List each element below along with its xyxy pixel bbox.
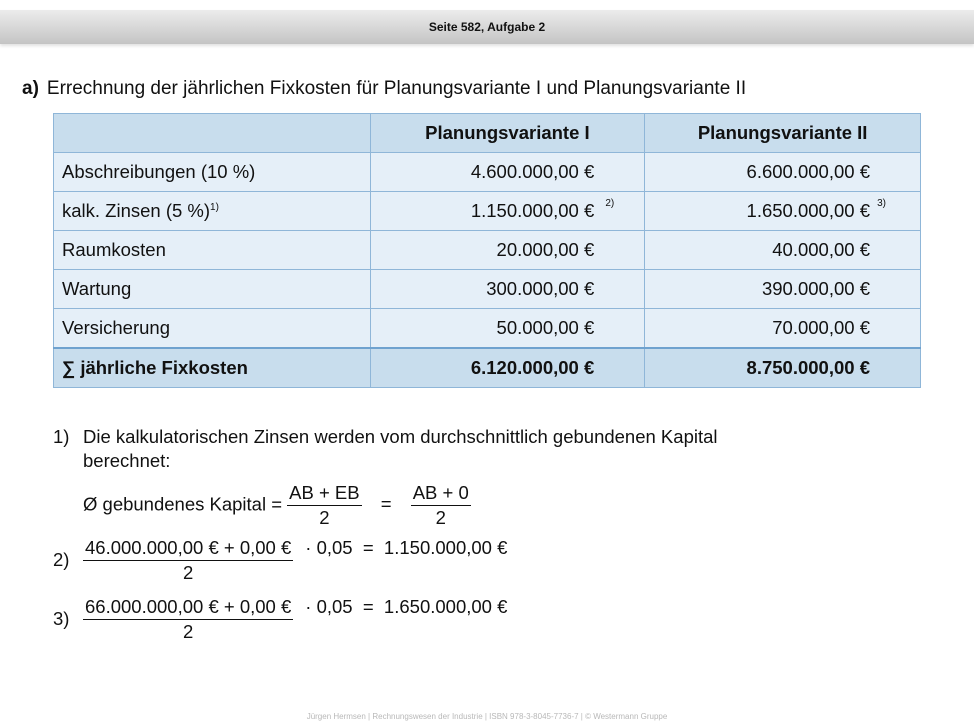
value-variant-2 [645, 153, 921, 192]
numerator: AB + 0 [411, 481, 471, 506]
row-label [54, 309, 371, 349]
fraction [411, 481, 471, 530]
value-variant-2 [645, 309, 921, 349]
table-row [54, 153, 921, 192]
value-text: 6.600.000,00 € [746, 161, 870, 182]
footnotes [53, 425, 718, 644]
formula-lhs: Ø gebundenes Kapital = [83, 493, 283, 515]
value-variant-1 [370, 309, 645, 349]
value-variant-1 [370, 192, 645, 231]
capital-formula [83, 481, 718, 530]
value-text: 50.000,00 € [496, 317, 595, 338]
numerator: AB + EB [287, 481, 361, 506]
fraction [287, 481, 361, 530]
footer: Jürgen Hermsen | Rechnungswesen der Industrie | ISBN 978-3-8045-7736-7 | © Westermann Gruppe [306, 712, 668, 721]
row-label-text: Wartung [62, 278, 132, 299]
value-text: 1.650.000,00 € [746, 200, 870, 221]
row-label [54, 192, 371, 231]
equals: = [380, 493, 392, 515]
total-label: ∑ jährliche Fixkosten [54, 348, 371, 388]
fraction [83, 536, 293, 585]
calculation-result: · 0,05 = 1.650.000,00 € [305, 596, 508, 617]
task-heading [22, 78, 746, 100]
column-header: Planungsvariante II [645, 114, 921, 153]
footnote-2 [53, 536, 718, 585]
value-text: 4.600.000,00 € [470, 161, 595, 182]
total-value-2: 8.750.000,00 € [645, 348, 921, 388]
value-variant-1 [370, 153, 645, 192]
task-label: a) [22, 78, 39, 99]
denominator: 2 [182, 621, 194, 642]
column-header [54, 114, 371, 153]
value-text: 1.150.000,00 € [470, 200, 595, 221]
denominator: 2 [182, 562, 194, 583]
fixed-costs-table [53, 113, 921, 388]
column-header: Planungsvariante I [370, 114, 645, 153]
task-text: Errechnung der jährlichen Fixkosten für Planungsvariante I und Planungsvariante II [46, 78, 747, 99]
table-row [54, 309, 921, 349]
table-row [54, 192, 921, 231]
footnote-text: Die kalkulatorischen Zinsen werden vom durchschnittlich gebundenen Kapital [83, 426, 718, 447]
value-variant-2 [645, 270, 921, 309]
row-label [54, 153, 371, 192]
row-label [54, 231, 371, 270]
value-variant-2 [645, 192, 921, 231]
calculation-result: · 0,05 = 1.150.000,00 € [305, 537, 508, 558]
denominator: 2 [319, 507, 330, 528]
footnote-text: berechnet: [83, 450, 171, 471]
row-label [54, 270, 371, 309]
value-text: 300.000,00 € [486, 278, 595, 299]
footnote-ref: 2) [605, 198, 615, 209]
denominator: 2 [435, 507, 446, 528]
value-text: 70.000,00 € [772, 317, 870, 338]
row-label-text: Raumkosten [62, 239, 166, 260]
table-row [54, 231, 921, 270]
page-header: Seite 582, Aufgabe 2 [0, 10, 974, 44]
footnote-3 [53, 595, 718, 644]
table-header-row [54, 114, 921, 153]
footnote-ref: 1) [210, 201, 219, 213]
numerator: 46.000.000,00 € + 0,00 € [83, 536, 293, 561]
total-value-1: 6.120.000,00 € [370, 348, 645, 388]
row-label-text: Versicherung [62, 317, 170, 338]
footnote-1 [53, 425, 718, 530]
value-text: 20.000,00 € [496, 239, 595, 260]
total-row [54, 348, 921, 388]
footnote-number: 3) [53, 608, 70, 629]
row-label-text: kalk. Zinsen (5 %) [62, 200, 211, 221]
row-label-text: Abschreibungen (10 %) [62, 161, 256, 182]
value-variant-1 [370, 270, 645, 309]
value-text: 40.000,00 € [772, 239, 870, 260]
fraction [83, 595, 293, 644]
footnote-ref: 3) [877, 198, 886, 209]
footnote-number: 2) [53, 549, 70, 570]
value-variant-2 [645, 231, 921, 270]
numerator: 66.000.000,00 € + 0,00 € [83, 595, 293, 620]
footnote-number: 1) [53, 426, 70, 447]
value-text: 390.000,00 € [761, 278, 870, 299]
value-variant-1 [370, 231, 645, 270]
table-row [54, 270, 921, 309]
